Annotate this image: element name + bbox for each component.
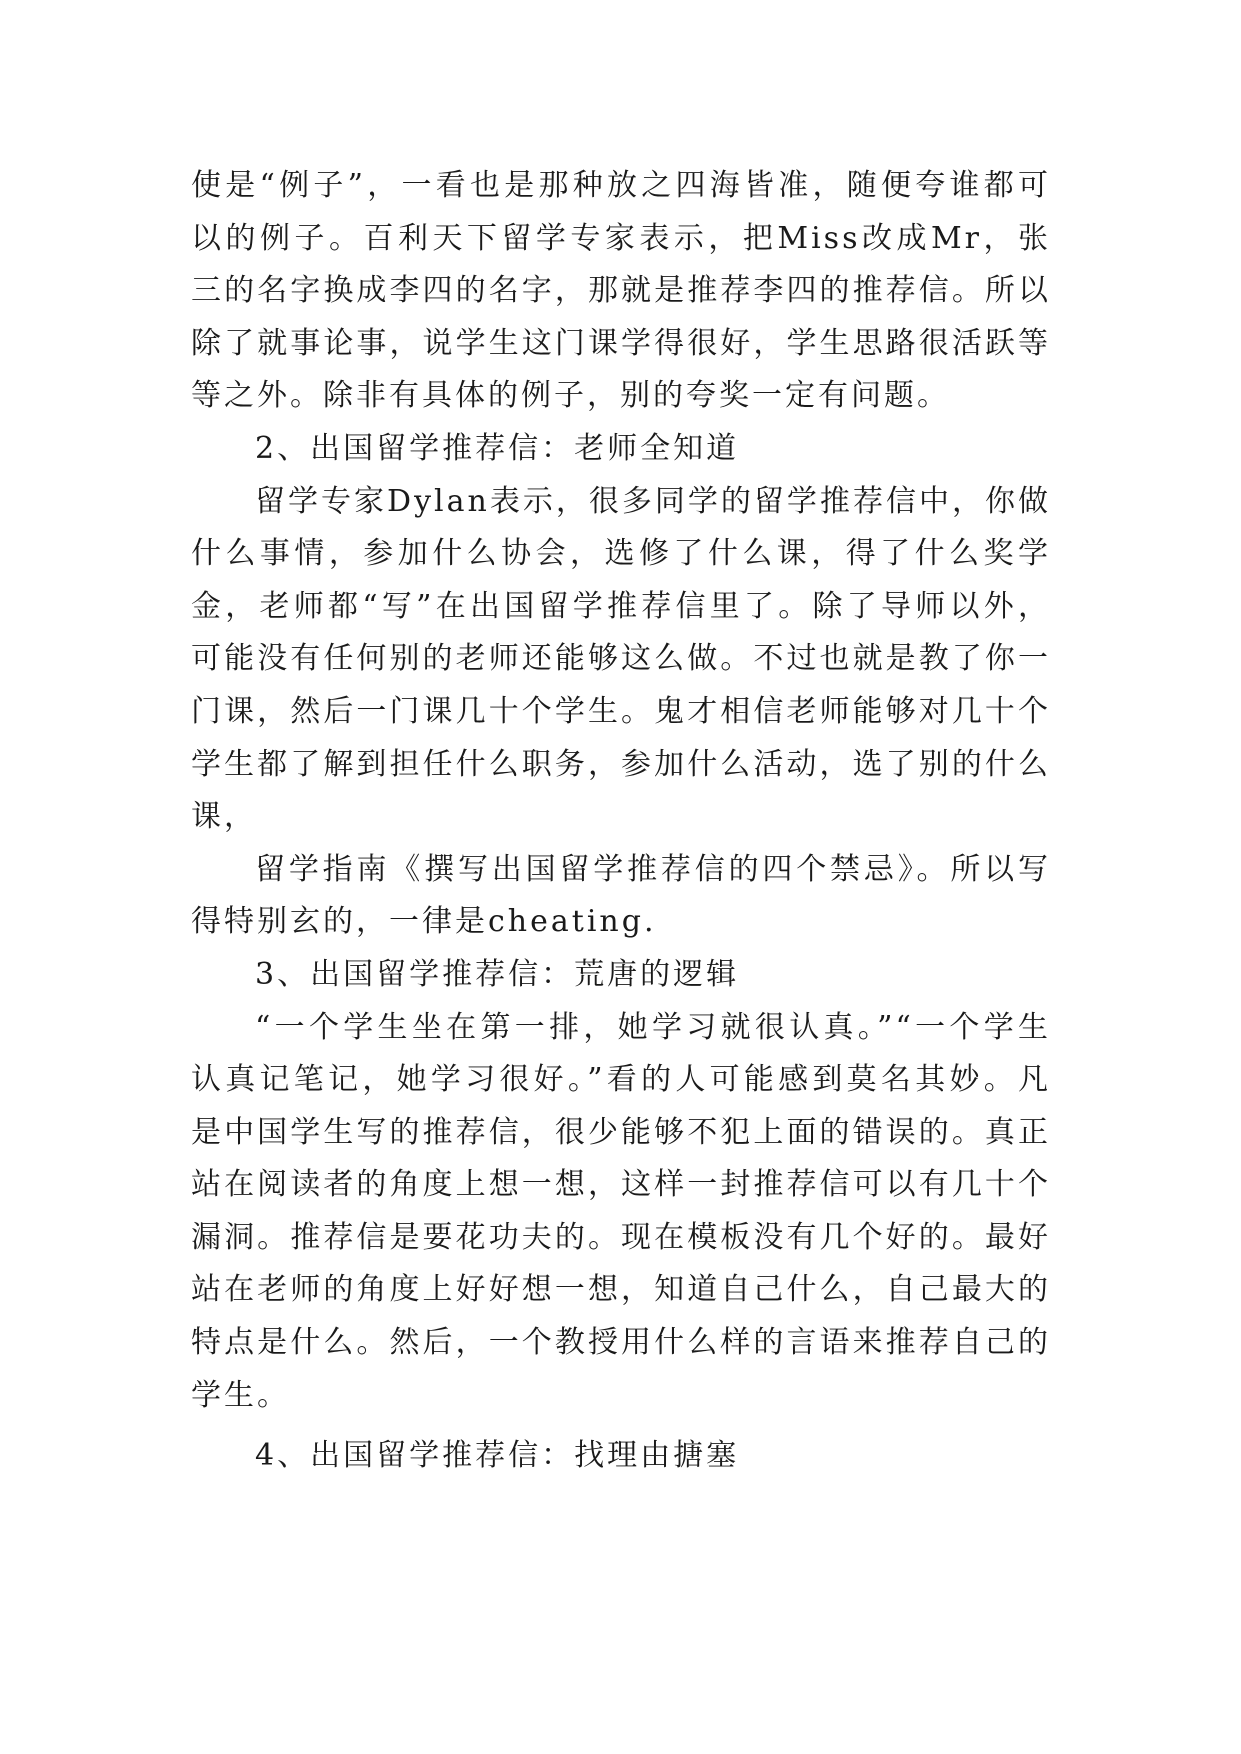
section-heading-2: 2、出国留学推荐信：老师全知道 xyxy=(255,430,740,466)
paragraph-teacher-knows-all: 留学专家Dylan表示，很多同学的留学推荐信中，你做什么事情，参加什么协会，选修了什么课，得了什么奖学金，老师都“写”在出国留学推荐信里了。除了导师以外，可能没有任何别的老师还能够这么做。不过也就是教了你一门课，然后一门课几十个学生。鬼才相信老师能够对几十个学生都了解到担任什么职务，参加什么活动，选了别的什么课， xyxy=(191,483,1051,835)
paragraph-absurd-logic: “一个学生坐在第一排，她学习就很认真。”“一个学生认真记笔记，她学习很好。”看的人可能感到莫名其妙。凡是中国学生写的推荐信，很少能够不犯上面的错误的。真正站在阅读者的角度上想一想，这样一封推荐信可以有几十个漏洞。推荐信是要花功夫的。现在模板没有几个好的。最好站在老师的角度上好好想一想，知道自己什么，自己最大的特点是什么。然后，一个教授用什么样的言语来推荐自己的学生。 xyxy=(191,1009,1051,1413)
document-body xyxy=(191,160,1051,1483)
paragraph-intro-continuation: 使是“例子”，一看也是那种放之四海皆准，随便夸谁都可以的例子。百利天下留学专家表示，把Miss改成Mr，张三的名字换成李四的名字，那就是推荐李四的推荐信。所以除了就事论事，说学生这门课学得很好，学生思路很活跃等等之外。除非有具体的例子，别的夸奖一定有问题。 xyxy=(191,168,1051,414)
section-heading-4: 4、出国留学推荐信：找理由搪塞 xyxy=(255,1438,740,1474)
section-heading-3: 3、出国留学推荐信：荒唐的逻辑 xyxy=(255,956,740,992)
paragraph-study-guide: 留学指南《撰写出国留学推荐信的四个禁忌》。所以写得特别玄的，一律是cheating. xyxy=(191,851,1051,940)
